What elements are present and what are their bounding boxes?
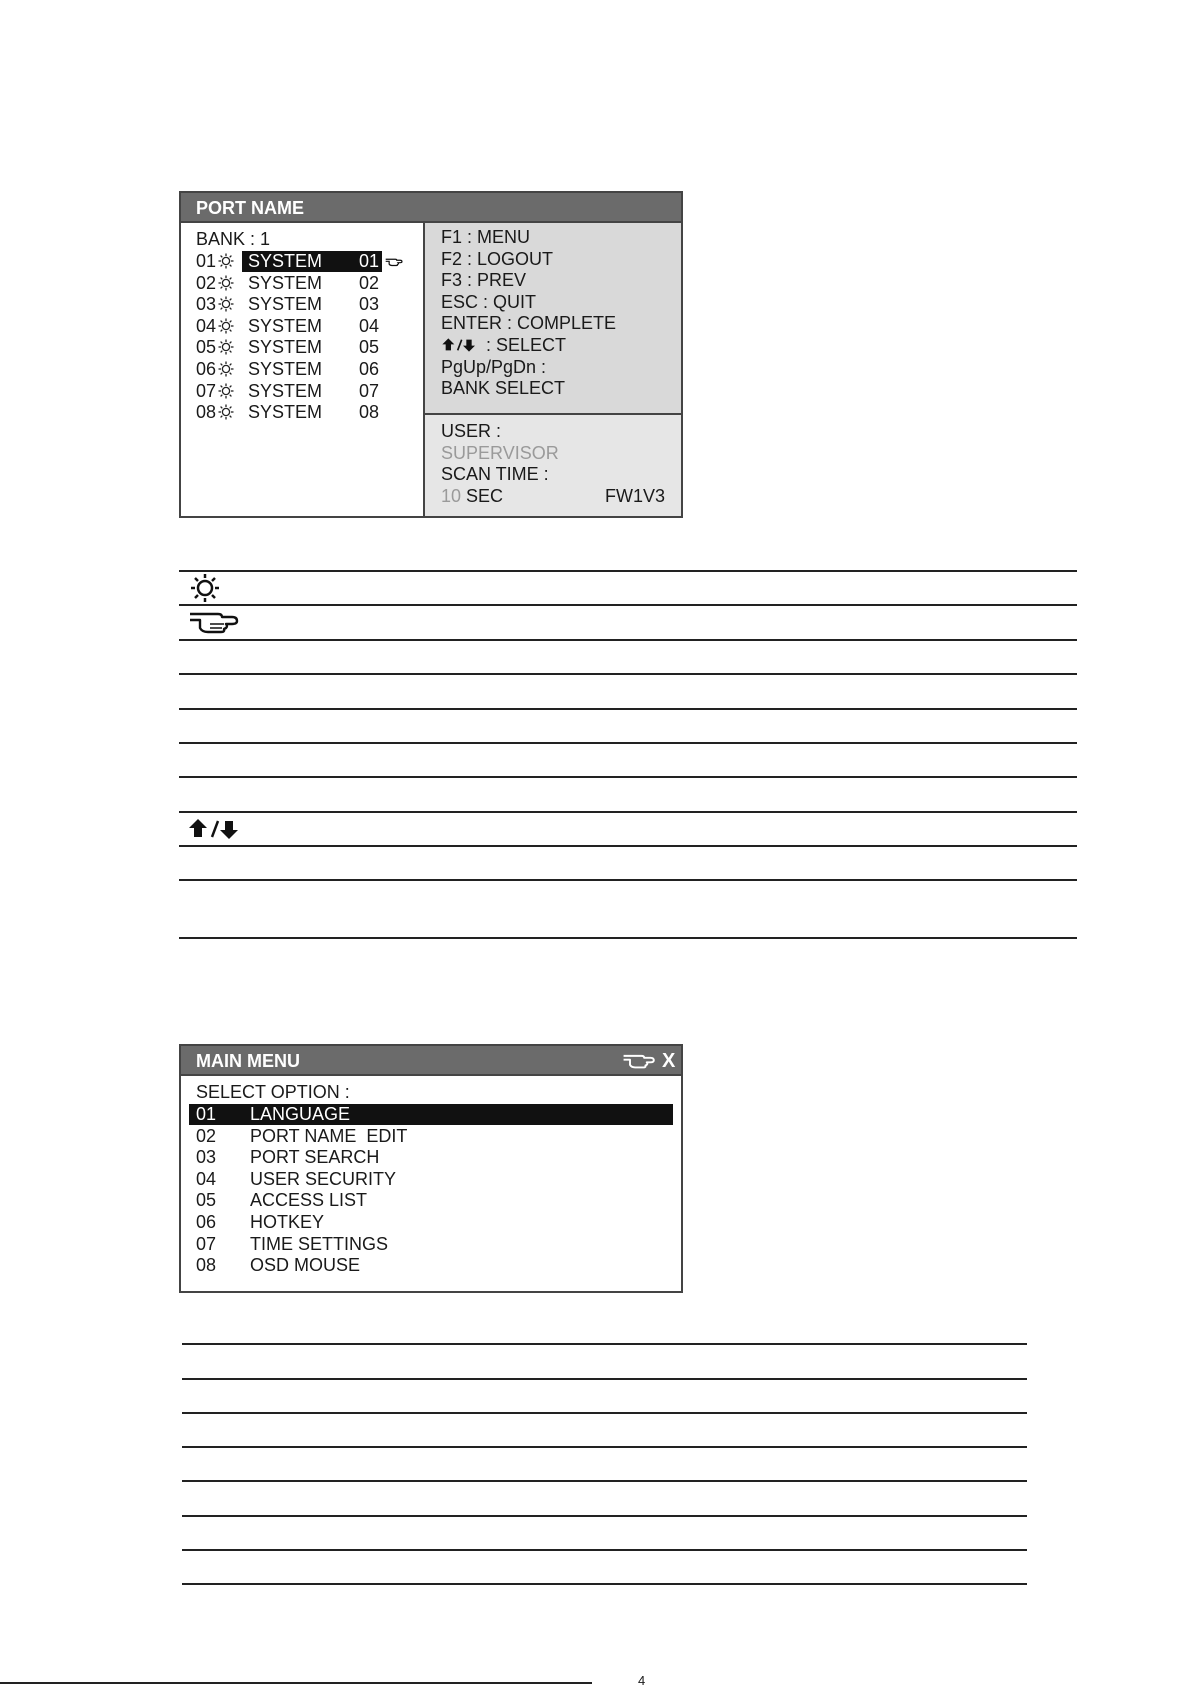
menu-item-label: PORT NAME EDIT	[250, 1125, 408, 1146]
up-down-arrows-icon	[441, 337, 481, 353]
scan-time-value: 10	[441, 486, 462, 506]
pointing-hand-icon	[188, 608, 240, 636]
firmware-version: FW1V3	[605, 486, 666, 506]
table-rule	[179, 811, 1077, 813]
table-rule	[179, 604, 1077, 606]
page-number: 4	[638, 1676, 646, 1685]
port-row[interactable]	[196, 337, 421, 359]
main-menu-screen	[179, 1044, 683, 1293]
sun-icon	[218, 294, 234, 316]
key-help-item: PgUp/PgDn :	[441, 356, 547, 377]
port-id: 02	[359, 272, 380, 293]
scan-time-row	[441, 486, 503, 508]
table-rule	[179, 742, 1077, 744]
table-rule	[182, 1583, 1027, 1585]
pointing-hand-icon	[385, 257, 403, 267]
port-row[interactable]	[196, 402, 421, 424]
menu-item[interactable]	[189, 1212, 673, 1233]
menu-item-number: 08	[196, 1255, 217, 1276]
table-rule	[182, 1515, 1027, 1517]
menu-item-label: OSD MOUSE	[250, 1255, 361, 1276]
table-rule	[179, 937, 1077, 939]
port-id: 01	[359, 251, 380, 271]
key-help-item: ENTER : COMPLETE	[441, 313, 617, 334]
key-help-item: ESC : QUIT	[441, 291, 537, 312]
key-help-item: F3 : PREV	[441, 270, 527, 291]
port-name: SYSTEM	[248, 315, 323, 336]
menu-item[interactable]	[189, 1147, 673, 1168]
port-row[interactable]	[196, 316, 421, 338]
menu-item[interactable]	[189, 1255, 673, 1276]
port-id: 08	[359, 402, 380, 423]
table-rule	[182, 1549, 1027, 1551]
table-rule	[179, 673, 1077, 675]
key-help-item	[441, 335, 566, 357]
port-name: SYSTEM	[248, 337, 323, 358]
port-row[interactable]	[196, 381, 421, 403]
table-rule	[182, 1446, 1027, 1448]
table-rule	[179, 570, 1077, 572]
port-row[interactable]	[196, 273, 421, 295]
port-row[interactable]	[196, 359, 421, 381]
menu-item-number: 06	[196, 1212, 217, 1232]
table-rule	[179, 776, 1077, 778]
sun-icon	[218, 402, 234, 424]
table-rule	[182, 1412, 1027, 1414]
scan-time-unit: SEC	[461, 486, 504, 506]
menu-item-number: 04	[196, 1168, 217, 1189]
port-name-screen	[179, 191, 683, 518]
port-number: 08	[196, 402, 217, 423]
port-row[interactable]	[196, 251, 421, 273]
key-help-item: F1 : MENU	[441, 227, 531, 247]
select-option-prompt: SELECT OPTION :	[196, 1082, 350, 1102]
port-number: 04	[196, 315, 217, 336]
menu-item[interactable]	[189, 1104, 673, 1125]
menu-item-number: 03	[196, 1147, 217, 1168]
port-id: 03	[359, 294, 380, 315]
port-number: 05	[196, 337, 217, 358]
port-number: 06	[196, 359, 217, 379]
pointing-hand-icon	[621, 1052, 657, 1070]
scan-time-label: SCAN TIME :	[441, 464, 549, 484]
key-help-text: : SELECT	[481, 335, 567, 355]
table-rule	[179, 879, 1077, 881]
port-number: 01	[196, 251, 217, 271]
port-number: 02	[196, 272, 217, 293]
close-button[interactable]: X	[662, 1050, 676, 1072]
menu-item-number: 05	[196, 1190, 217, 1211]
port-list-panel	[181, 223, 425, 516]
menu-item-label: ACCESS LIST	[250, 1190, 368, 1211]
up-down-arrows-icon	[188, 817, 246, 841]
sun-icon	[218, 337, 234, 359]
sun-icon	[218, 316, 234, 338]
port-name: SYSTEM	[248, 272, 323, 293]
menu-item-label: TIME SETTINGS	[250, 1233, 389, 1254]
port-number: 03	[196, 294, 217, 315]
port-name: SYSTEM	[248, 294, 323, 315]
port-name-title: PORT NAME	[181, 193, 681, 223]
port-row[interactable]	[196, 294, 421, 316]
key-help-item: BANK SELECT	[441, 378, 566, 399]
sun-icon	[218, 381, 234, 403]
table-rule	[182, 1378, 1027, 1380]
menu-item-label: HOTKEY	[250, 1212, 325, 1232]
sun-icon	[218, 251, 234, 273]
port-id: 04	[359, 315, 380, 336]
menu-item[interactable]	[189, 1126, 673, 1147]
key-help-item: F2 : LOGOUT	[441, 248, 554, 269]
port-name: SYSTEM	[248, 402, 323, 423]
key-help-panel	[425, 223, 681, 516]
user-value: SUPERVISOR	[441, 443, 559, 463]
main-menu-title: MAIN MENU	[196, 1051, 300, 1071]
menu-item-label: USER SECURITY	[250, 1168, 397, 1189]
footer-rule	[0, 1682, 592, 1684]
menu-item[interactable]	[189, 1190, 673, 1211]
port-name: SYSTEM	[248, 359, 323, 379]
menu-item-number: 01	[196, 1104, 217, 1124]
sun-icon	[188, 572, 228, 604]
table-rule	[182, 1480, 1027, 1482]
menu-item-label: LANGUAGE	[250, 1104, 351, 1124]
port-name: SYSTEM	[248, 380, 323, 401]
main-menu-title-bar	[181, 1046, 681, 1076]
menu-item[interactable]	[189, 1234, 673, 1255]
menu-item-number: 07	[196, 1233, 217, 1254]
user-label: USER :	[441, 421, 502, 441]
sun-icon	[218, 273, 234, 295]
table-rule	[182, 1343, 1027, 1345]
menu-item-number: 02	[196, 1125, 217, 1146]
menu-item-label: PORT SEARCH	[250, 1147, 380, 1168]
bank-label: BANK : 1	[196, 229, 271, 249]
port-id: 05	[359, 337, 380, 358]
table-rule	[179, 708, 1077, 710]
menu-item[interactable]	[189, 1169, 673, 1190]
table-rule	[179, 639, 1077, 641]
port-id: 07	[359, 380, 380, 401]
status-panel	[425, 413, 681, 516]
port-name: SYSTEM	[248, 251, 323, 271]
table-rule	[179, 845, 1077, 847]
port-id: 06	[359, 359, 380, 379]
sun-icon	[218, 359, 234, 381]
port-number: 07	[196, 380, 217, 401]
